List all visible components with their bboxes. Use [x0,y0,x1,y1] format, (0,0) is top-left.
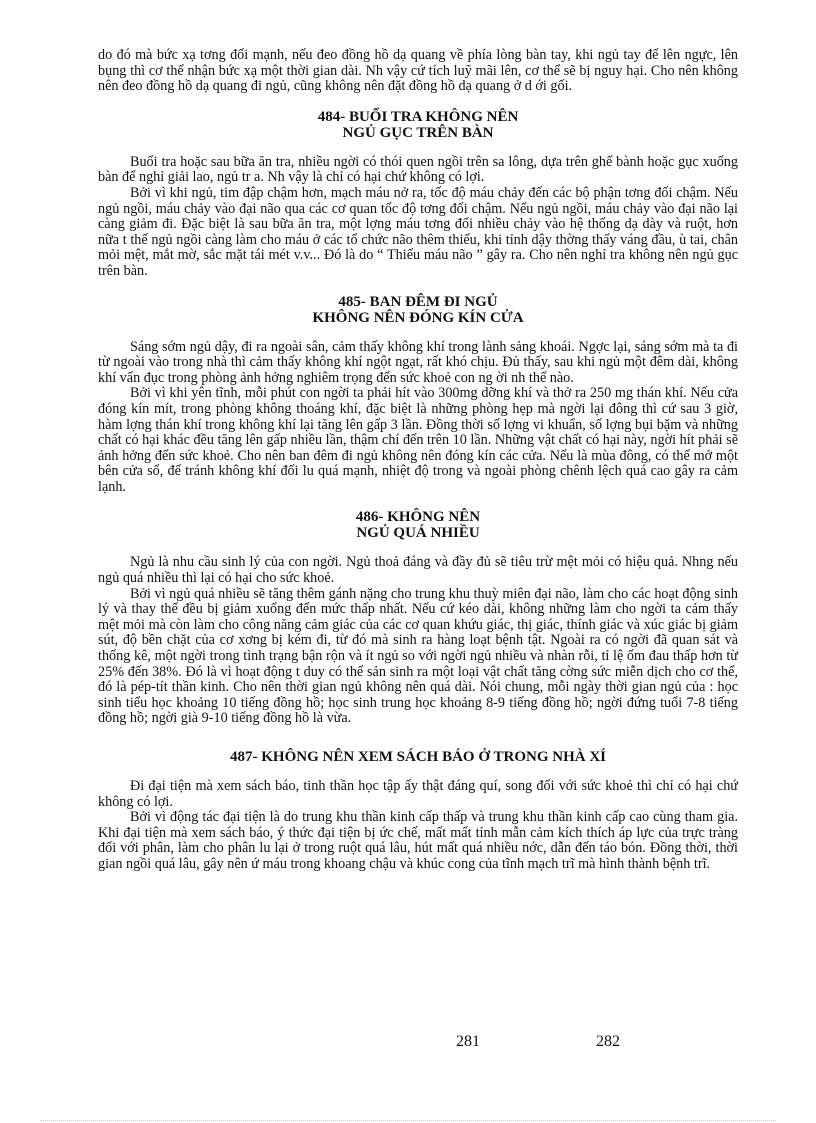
page-number-right: 282 [596,1033,620,1050]
heading-line: NGỦ GỤC TRÊN BÀN [342,124,494,141]
page-body [98,48,738,873]
heading-line: 486- KHÔNG NÊN [355,509,481,526]
paragraph: Bởi vì khi yên tĩnh, mỗi phút con ngời ta phải hít vào 300mg dỡng khí và thở ra 250 mg thán khí. Nếu cửa đóng kín mít, trong phòng không thoáng khí, đặc biệt là những phòng hẹp mà ngời lại đông thì cứ sau 3 giờ, hàm lợng thán khí trong không khí lại tăng lên gấp 3 lần. Đồng thời số lợng vi khuẩn, số lợng bụi bặm và những chất có hại khác đều tăng lên gấp nhiều lần, thậm chí đến trên 10 lần. Những vật chất có hại này, ngời hít phải sẽ ảnh hởng đến sức khoẻ. Cho nên ban đêm đi ngủ không nên đóng kín các cửa. Nếu là mùa đông, có thể mở một bên cửa sổ, để tránh không khí đối lu quá mạnh, nhiệt độ trong và ngoài phòng chênh lệch quá cao gây ra cảm lạnh. [98,385,738,495]
heading-line: 485- BAN ĐÊM ĐI NGỦ [338,293,498,310]
paragraph: Sáng sớm ngủ dậy, đi ra ngoài sân, cảm thấy không khí trong lành sảng khoái. Ngợc lại, sáng sớm mà ta đi từ ngoài vào trong nhà thì cảm thấy không khí ngột ngạt, rất khó chịu. Đủ thấy, sau khi ngủ một đêm dài, không khí vẩn đục trong phòng ảnh hởng nghiêm trọng đến sức khoẻ con ng ời nh thế nào. [98,338,738,386]
paragraph: Đi đại tiện mà xem sách báo, tinh thần học tập ấy thật đáng quí, song đối với sức khoẻ thì chỉ có hại chứ không có lợi. [98,778,738,810]
section-485-heading [98,294,738,326]
section-487-heading [98,749,738,765]
heading-line: NGỦ QUÁ NHIỀU [356,525,480,542]
section-486-heading [98,509,738,541]
heading-line: 484- BUỔI TRA KHÔNG NÊN [317,108,519,125]
intro-paragraph: do đó mà bức xạ tơng đối mạnh, nếu đeo đồng hồ dạ quang về phía lòng bàn tay, khi ngủ tay để lên ngực, lên bụng thì cơ thể nhận bức xạ một thời gian dài. Nh vậy cứ tích luỹ mãi lên, cơ thể sẽ bị nguy hại. Cho nên không nên đeo đồng hồ dạ quang đi ngủ, cũng không nên đặt đồng hồ dạ quang ở d ới gối. [98,47,738,95]
paragraph: Ngủ là nhu cầu sinh lý của con ngời. Ngủ thoả đáng và đầy đủ sẽ tiêu trừ mệt mỏi có hiệu quả. Nhng nếu ngủ quá nhiều thì lại có hại cho sức khoẻ. [98,554,738,587]
paragraph: Bởi vì khi ngủ, tim đập chậm hơn, mạch máu nở ra, tốc độ máu chảy đến các bộ phận tơng đối chậm. Nếu ngủ ngồi, máu chảy vào đại não qua các cơ quan tốc độ tơng đối chậm. Nếu ngủ ngồi, máu chảy vào đại não lại càng giảm đi. Đặc biệt là sau bữa ăn tra, một lợng máu tơng đối nhiều chảy vào hệ thống dạ dày và ruột, hơn nữa t thế ngủ ngồi càng làm cho máu ở các tổ chức não thêm thiếu, khi tỉnh dậy thờng thấy váng đầu, ù tai, chân mỏi mệt, mắt mờ, sắc mặt tái mét v.v... Đó là do “ Thiếu máu não ” gây ra. Cho nên nghỉ tra không nên ngủ gục trên bàn. [98,184,738,279]
heading-line: 487- KHÔNG NÊN XEM SÁCH BÁO Ở TRONG NHÀ XÍ [230,749,606,765]
paragraph: Bởi vì động tác đại tiện là do trung khu thần kinh cấp thấp và trung khu thần kinh cấp cao cùng tham gia. Khi đại tiện mà xem sách báo, ý thức đại tiện bị ức chế, mất mất tính mẫn cảm kích thích áp lực của trực tràng đối với phân, làm cho phân lu lại ở trong ruột quá lâu, hút mất quá nhiều nớc, dẫn đến táo bón. Đồng thời, thời gian ngồi quá lâu, gây nên ứ máu trong khoang chậu và khúc cong của tĩnh mạch trĩ mà hình thành bệnh trĩ. [98,809,738,872]
page-bottom-divider [40,1120,776,1121]
paragraph: Bởi vì ngủ quá nhiều sẽ tăng thêm gánh nặng cho trung khu thuỳ miên đại não, làm cho các hoạt động sinh lý và thay thế đều bị giảm xuống đến mức thấp nhất. Nếu cứ kéo dài, không những làm cho ngời ta cảm thấy mệt mỏi mà còn làm cho công năng cảm giác của các cơ quan khứu giác, thị giác, thính giác và xúc giác bị giảm sút, độ bền chặt của cơ xơng bị kém đi, từ đó mà sinh ra hàng loạt bệnh tật. Ngoài ra có ngời đã quan sát và thống kê, một ngời trong tình trạng bận rộn và ít ngủ so với ngời ngủ nhiều và nhàn rỗi, tỉ lệ ốm đau thấp hơn từ 25% đến 38%. Đó là vì hoạt động t duy có thể sản sinh ra một loại vật chất tăng cờng sức miễn dịch cho cơ thể, đó là pép-tít thần kinh. Cho nên thời gian ngủ không nên quá dài. Nói chung, mỗi ngày thời gian ngủ của : học sinh tiểu học khoảng 10 tiếng đồng hồ; học sinh trung học khoảng 8-9 tiếng đồng hồ; ngời đứng tuổi 7-8 tiếng đồng hồ; ngời già 9-10 tiếng đồng hồ là vừa. [98,585,738,727]
page-number-left: 281 [456,1033,480,1050]
heading-line: KHÔNG NÊN ĐÓNG KÍN CỬA [312,309,524,326]
section-484-heading [98,109,738,141]
paragraph: Buổi tra hoặc sau bữa ăn tra, nhiều ngời có thói quen ngồi trên sa lông, dựa trên ghế bành hoặc gục xuống bàn để nghỉ giải lao, ngủ tr a. Nh vậy là chỉ có hại chứ không có lợi. [98,153,738,186]
